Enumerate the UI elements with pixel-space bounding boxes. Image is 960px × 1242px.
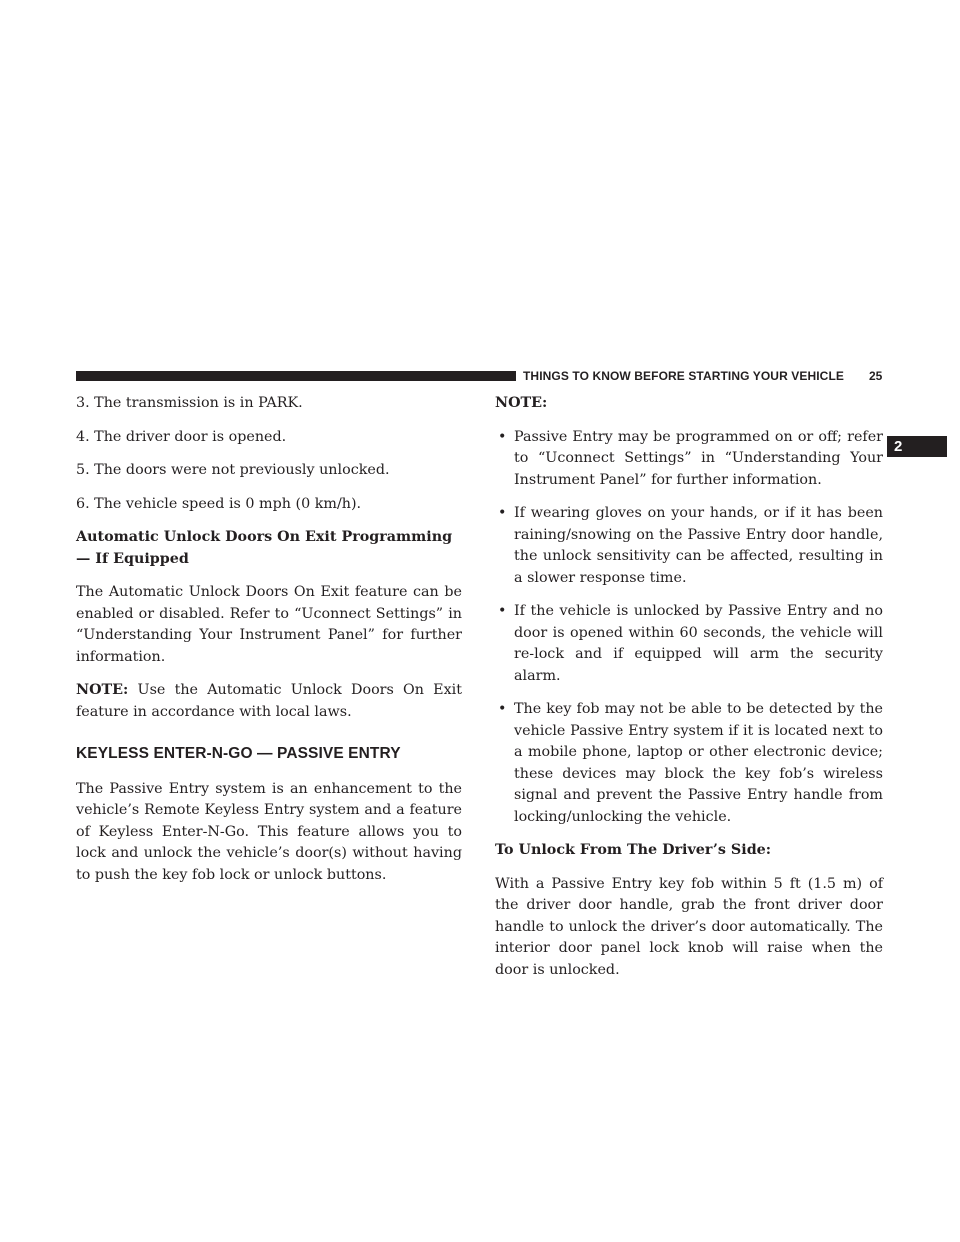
bullet-text: If the vehicle is unlocked by Passive Entry and no door is opened within 60 seconds, the vehicle will re-lock and if equipped will arm the security alarm. <box>514 603 883 684</box>
section-heading: KEYLESS ENTER-N-GO — PASSIVE ENTRY <box>76 745 401 762</box>
bullet-icon: • <box>498 505 507 521</box>
note-label: NOTE: <box>76 682 129 698</box>
header-rule <box>76 371 516 381</box>
note-text: Use the Automatic Unlock Doors On Exit feature in accordance with local laws. <box>76 682 462 720</box>
paragraph: The Automatic Unlock Doors On Exit feature can be enabled or disabled. Refer to “Uconnect Settings” in “Understanding Your Instrument Panel” for further information. <box>76 584 462 665</box>
bullet-icon: • <box>498 603 507 619</box>
bullet-text: If wearing gloves on your hands, or if it has been raining/snowing on the Passive Entry door handle, the unlock sensitivity can be affected, resulting in a slower response time. <box>514 505 883 586</box>
bullet-text: Passive Entry may be programmed on or off; refer to “Uconnect Settings” in “Understanding Your Instrument Panel” for further information. <box>514 428 883 488</box>
left-column <box>76 393 462 898</box>
list-item <box>495 601 883 687</box>
note-label: NOTE: <box>495 395 548 411</box>
paragraph: The Passive Entry system is an enhancement to the vehicle’s Remote Keyless Entry system and a feature of Keyless Enter-N-Go. This feature allows you to lock and unlock the vehicle’s door(s) without having to push the key fob lock or unlock buttons. <box>76 780 462 883</box>
list-item: 4. The driver door is opened. <box>76 428 287 445</box>
subheading: To Unlock From The Driver’s Side: <box>495 842 772 858</box>
subheading: Automatic Unlock Doors On Exit Programming — If Equipped <box>76 529 453 567</box>
right-column <box>495 393 883 993</box>
list-item <box>495 427 883 492</box>
paragraph: With a Passive Entry key fob within 5 ft (1.5 m) of the driver door handle, grab the front driver door handle to unlock the driver’s door automatically. The interior door panel lock knob will raise when the door is unlocked. <box>495 875 883 978</box>
running-header-title: THINGS TO KNOW BEFORE STARTING YOUR VEHICLE <box>523 369 844 383</box>
list-item: 6. The vehicle speed is 0 mph (0 km/h). <box>76 495 362 512</box>
list-item <box>495 699 883 828</box>
note-bullet-list <box>495 427 883 829</box>
bullet-icon: • <box>498 701 507 717</box>
chapter-tab: 2 <box>887 436 947 457</box>
bullet-text: The key fob may not be able to be detected by the vehicle Passive Entry system if it is located next to a mobile phone, laptop or other electronic device; these devices may block the key fob’s wireless signal and prevent the Passive Entry handle from locking/unlocking the vehicle. <box>514 701 883 825</box>
bullet-icon: • <box>498 428 507 445</box>
list-item <box>495 503 883 589</box>
page-number: 25 <box>869 369 883 383</box>
list-item: 3. The transmission is in PARK. <box>76 395 303 411</box>
list-item: 5. The doors were not previously unlocked. <box>76 462 390 478</box>
note-paragraph <box>76 680 462 723</box>
